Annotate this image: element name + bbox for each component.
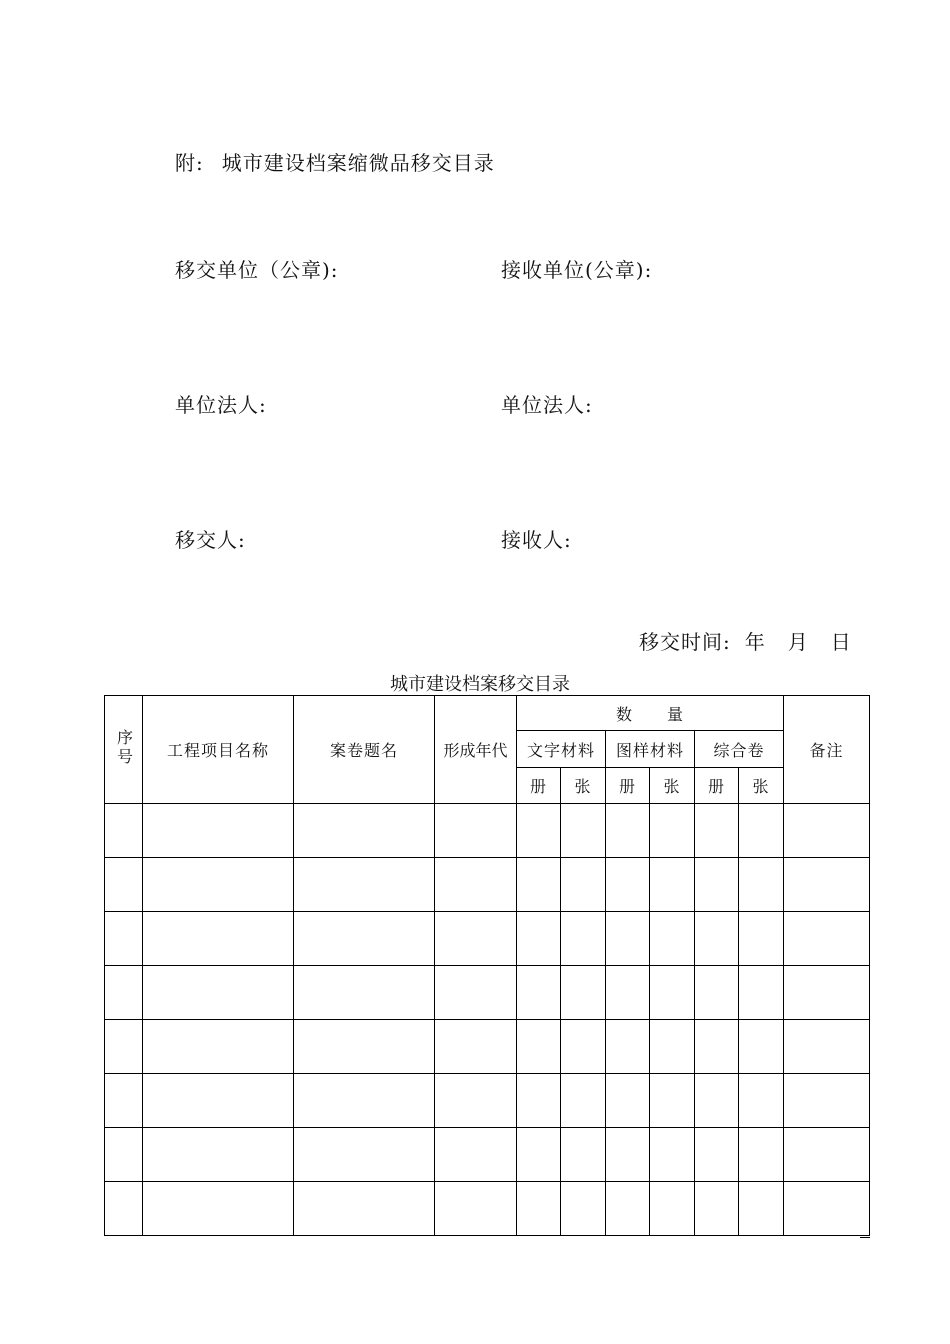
- table-cell[interactable]: [561, 1020, 606, 1074]
- table-cell[interactable]: [143, 966, 294, 1020]
- table-cell[interactable]: [143, 1182, 294, 1236]
- header-period: 形成年代: [435, 696, 517, 804]
- table-cell[interactable]: [695, 1128, 739, 1182]
- table-cell[interactable]: [650, 858, 695, 912]
- header-remarks: 备注: [784, 696, 870, 804]
- table-cell[interactable]: [517, 1020, 561, 1074]
- table-cell[interactable]: [561, 912, 606, 966]
- table-cell[interactable]: [561, 1182, 606, 1236]
- table-cell[interactable]: [650, 966, 695, 1020]
- table-cell[interactable]: [739, 804, 784, 858]
- receiver-label: 接收人:: [501, 528, 572, 552]
- table-cell[interactable]: [143, 1074, 294, 1128]
- transfer-time-year: 年: [744, 630, 766, 654]
- header-seq: [105, 696, 143, 804]
- table-cell[interactable]: [650, 912, 695, 966]
- table-edge-mark: [860, 1237, 870, 1238]
- table-cell[interactable]: [143, 1128, 294, 1182]
- table-cell[interactable]: [739, 1182, 784, 1236]
- table-row: [105, 804, 870, 858]
- table-cell[interactable]: [650, 1182, 695, 1236]
- table-cell[interactable]: [517, 1128, 561, 1182]
- table-cell[interactable]: [105, 966, 143, 1020]
- table-cell[interactable]: [435, 1128, 517, 1182]
- table-cell[interactable]: [784, 1182, 870, 1236]
- header-unit-book: 册: [606, 768, 650, 804]
- table-cell[interactable]: [435, 1182, 517, 1236]
- header-project-name: 工程项目名称: [143, 696, 294, 804]
- table-cell[interactable]: [105, 912, 143, 966]
- table-cell[interactable]: [435, 1074, 517, 1128]
- table-cell[interactable]: [143, 804, 294, 858]
- table-cell[interactable]: [739, 1074, 784, 1128]
- table-cell[interactable]: [143, 1020, 294, 1074]
- table-cell[interactable]: [606, 966, 650, 1020]
- table-cell[interactable]: [435, 1020, 517, 1074]
- table-cell[interactable]: [435, 858, 517, 912]
- table-cell[interactable]: [517, 804, 561, 858]
- table-cell[interactable]: [435, 912, 517, 966]
- table-cell[interactable]: [606, 1074, 650, 1128]
- table-cell[interactable]: [650, 1074, 695, 1128]
- header-seq-text: 序号: [114, 728, 134, 767]
- legal-person-right-label: 单位法人:: [501, 393, 593, 417]
- table-cell[interactable]: [695, 912, 739, 966]
- table-cell[interactable]: [606, 1020, 650, 1074]
- transfer-unit-label: 移交单位（公章):: [175, 258, 339, 282]
- table-cell[interactable]: [739, 1128, 784, 1182]
- transfer-time-month: 月: [787, 630, 809, 654]
- header-combined-volume: 综合卷: [695, 731, 784, 768]
- table-row: [105, 912, 870, 966]
- table-cell[interactable]: [294, 1128, 435, 1182]
- table-cell[interactable]: [143, 912, 294, 966]
- header-unit-sheet: 张: [650, 768, 695, 804]
- table-row: [105, 1074, 870, 1128]
- table-cell[interactable]: [105, 1182, 143, 1236]
- table-cell[interactable]: [435, 804, 517, 858]
- table-cell[interactable]: [105, 1074, 143, 1128]
- table-cell[interactable]: [784, 1020, 870, 1074]
- catalog-table: [104, 695, 870, 1236]
- receive-unit-label: 接收单位(公章):: [501, 258, 653, 282]
- table-cell[interactable]: [294, 858, 435, 912]
- table-caption: 城市建设档案移交目录: [390, 674, 570, 695]
- table-row: [105, 966, 870, 1020]
- table-cell[interactable]: [695, 1182, 739, 1236]
- transfer-time-label: 移交时间:: [639, 630, 731, 654]
- table-row: [105, 858, 870, 912]
- appendix-prefix: 附:: [175, 151, 204, 175]
- table-cell[interactable]: [650, 1020, 695, 1074]
- table-cell[interactable]: [650, 1128, 695, 1182]
- table-cell[interactable]: [606, 1182, 650, 1236]
- table-cell[interactable]: [294, 1074, 435, 1128]
- table-cell[interactable]: [294, 804, 435, 858]
- table-cell[interactable]: [695, 1074, 739, 1128]
- table-cell[interactable]: [695, 858, 739, 912]
- table-cell[interactable]: [561, 804, 606, 858]
- header-unit-sheet: 张: [561, 768, 606, 804]
- table-cell[interactable]: [294, 1182, 435, 1236]
- table-cell[interactable]: [784, 966, 870, 1020]
- transfer-time-day: 日: [830, 630, 852, 654]
- table-row: [105, 1020, 870, 1074]
- table-cell[interactable]: [784, 1074, 870, 1128]
- table-cell[interactable]: [143, 858, 294, 912]
- table-cell[interactable]: [435, 966, 517, 1020]
- table-cell[interactable]: [294, 912, 435, 966]
- table-cell[interactable]: [739, 858, 784, 912]
- appendix-title: [175, 147, 495, 176]
- table-cell[interactable]: [517, 1074, 561, 1128]
- header-unit-book: 册: [517, 768, 561, 804]
- header-row-1: [105, 696, 870, 731]
- table-cell[interactable]: [695, 1020, 739, 1074]
- table-cell[interactable]: [105, 1020, 143, 1074]
- table-cell[interactable]: [695, 804, 739, 858]
- header-unit-sheet: 张: [739, 768, 784, 804]
- transferor-label: 移交人:: [175, 528, 246, 552]
- table-cell[interactable]: [561, 858, 606, 912]
- table-cell[interactable]: [784, 912, 870, 966]
- table-cell[interactable]: [294, 966, 435, 1020]
- table-cell[interactable]: [606, 858, 650, 912]
- table-cell[interactable]: [561, 1074, 606, 1128]
- table-cell[interactable]: [650, 804, 695, 858]
- table-cell[interactable]: [294, 1020, 435, 1074]
- table-cell[interactable]: [606, 804, 650, 858]
- table-cell[interactable]: [561, 1128, 606, 1182]
- table-cell[interactable]: [517, 912, 561, 966]
- legal-person-left-label: 单位法人:: [175, 393, 267, 417]
- table-cell[interactable]: [105, 1128, 143, 1182]
- appendix-title-text: 城市建设档案缩微品移交目录: [221, 151, 495, 175]
- table-cell[interactable]: [695, 966, 739, 1020]
- transfer-time: [639, 626, 852, 655]
- table-cell[interactable]: [561, 966, 606, 1020]
- table-cell[interactable]: [606, 912, 650, 966]
- table-cell[interactable]: [517, 858, 561, 912]
- header-text-material: 文字材料: [517, 731, 606, 768]
- header-drawing-material: 图样材料: [606, 731, 695, 768]
- table-cell[interactable]: [739, 966, 784, 1020]
- header-quantity: 数 量: [517, 696, 784, 731]
- table-cell[interactable]: [784, 1128, 870, 1182]
- table-cell[interactable]: [517, 1182, 561, 1236]
- header-file-title: 案卷题名: [294, 696, 435, 804]
- table-cell[interactable]: [784, 804, 870, 858]
- table-cell[interactable]: [784, 858, 870, 912]
- table-row: [105, 1182, 870, 1236]
- table-cell[interactable]: [105, 858, 143, 912]
- table-cell[interactable]: [739, 1020, 784, 1074]
- table-cell[interactable]: [606, 1128, 650, 1182]
- table-cell[interactable]: [105, 804, 143, 858]
- table-row: [105, 1128, 870, 1182]
- table-cell[interactable]: [739, 912, 784, 966]
- header-unit-book: 册: [695, 768, 739, 804]
- table-cell[interactable]: [517, 966, 561, 1020]
